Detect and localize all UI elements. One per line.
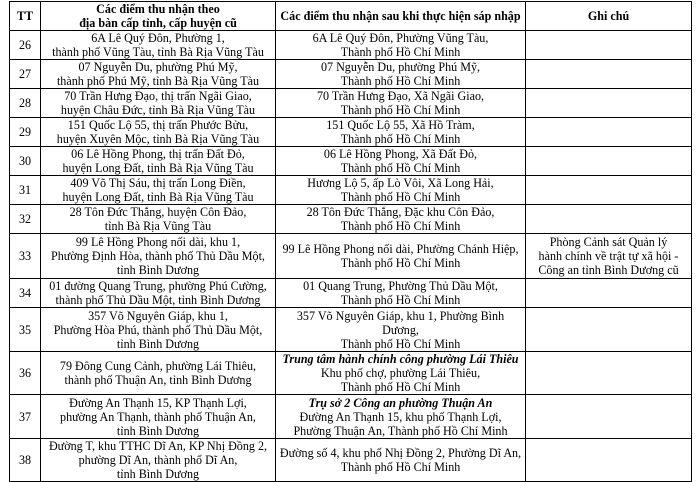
old-address-cell — [41, 89, 276, 118]
old-address-line: phường Dĩ An, thành phố Dĩ An, — [78, 453, 238, 467]
old-address-line: Đường T, khu TTHC Dĩ An, KP Nhị Đồng 2, — [48, 439, 268, 453]
old-address-line: 357 Võ Nguyên Giáp, khu 1, — [88, 308, 228, 323]
note-cell — [526, 439, 692, 482]
new-address-line: Phường Thuận An, Thành phố Hồ Chí Minh — [293, 423, 508, 438]
new-address-line: Thành phố Hồ Chí Minh — [340, 256, 461, 270]
old-address-line: huyện Châu Đức, tỉnh Bà Rịa Vũng Tàu — [60, 103, 256, 117]
note-cell — [526, 147, 692, 176]
new-address-cell — [276, 395, 526, 439]
old-address-cell — [41, 352, 276, 395]
new-address-line: Thành phố Hồ Chí Minh — [340, 380, 461, 394]
new-address-line: Thành phố Hồ Chí Minh — [340, 132, 461, 146]
old-address-line: thành phố Vũng Tàu, tỉnh Bà Rịa Vũng Tàu — [52, 45, 264, 59]
new-address-line: 28 Tôn Đức Thắng, Đặc khu Côn Đảo, — [306, 205, 495, 219]
new-address-cell — [276, 118, 526, 147]
new-address-line: Thành phố Hồ Chí Minh — [340, 219, 461, 233]
old-address-cell — [41, 439, 276, 482]
note-cell — [526, 279, 692, 308]
new-address-line: 01 Quang Trung, Phường Thủ Dầu Một, — [303, 279, 498, 293]
old-address-line: 99 Lê Hồng Phong nối dài, khu 1, — [75, 235, 241, 249]
old-address-line: 151 Quốc Lộ 55, thị trấn Phước Bửu, — [67, 118, 249, 132]
new-address-cell — [276, 89, 526, 118]
old-address-line: phường An Thạnh, thành phố Thuận An, — [60, 409, 256, 424]
old-address-line: tỉnh Bình Dương — [116, 336, 200, 351]
note-cell — [526, 395, 692, 439]
old-address-line: 07 Nguyễn Du, phường Phú Mỹ, — [78, 60, 238, 74]
row-number: 36 — [10, 352, 41, 395]
new-address-line: Thành phố Hồ Chí Minh — [340, 293, 461, 307]
new-address-line: 6A Lê Quý Đôn, Phường Vũng Tàu, — [312, 31, 489, 45]
header-new-points: Các điểm thu nhận sau khi thực hiện sáp nhập — [276, 2, 526, 31]
new-address-cell — [276, 308, 526, 352]
table-row — [10, 308, 692, 352]
row-number: 26 — [10, 31, 41, 60]
old-address-cell — [41, 147, 276, 176]
note-cell — [526, 205, 692, 234]
new-address-line: Thành phố Hồ Chí Minh — [340, 460, 461, 474]
new-address-cell — [276, 31, 526, 60]
header-tt: TT — [10, 2, 41, 31]
new-address-line: Hương Lộ 5, ấp Lò Vôi, Xã Long Hải, — [307, 176, 494, 190]
old-address-line: 01 đường Quang Trung, phường Phú Cường, — [49, 279, 267, 293]
new-address-line: Đường số 4, khu phố Nhị Đồng 2, Phường Dĩ An, — [279, 446, 522, 460]
table-row — [10, 279, 692, 308]
table-row — [10, 60, 692, 89]
note-line: Phòng Cảnh sát Quản lý — [549, 235, 668, 249]
header-old-line1: Các điểm thu nhận theo — [96, 2, 220, 16]
row-number: 29 — [10, 118, 41, 147]
old-address-line: huyện Long Đất, tỉnh Bà Rịa Vũng Tàu — [62, 190, 254, 204]
note-cell — [526, 60, 692, 89]
old-address-line: 06 Lê Hồng Phong, thị trấn Đất Đỏ, — [71, 147, 245, 161]
new-address-cell — [276, 176, 526, 205]
old-address-line: 409 Võ Thị Sáu, thị trấn Long Điền, — [70, 176, 246, 190]
new-address-line: Khu phố chợ, phường Lái Thiêu, — [320, 366, 481, 380]
new-address-cell — [276, 60, 526, 89]
note-cell — [526, 352, 692, 395]
note-line: Công an tỉnh Bình Dương cũ — [538, 263, 679, 277]
new-address-cell — [276, 147, 526, 176]
old-address-line: Đường An Thạnh 15, KP Thạnh Lợi, — [69, 395, 247, 410]
new-address-line: 151 Quốc Lộ 55, Xã Hồ Tràm, — [326, 118, 475, 132]
old-address-line: Phường Hòa Phú, thành phố Thủ Dầu Một, — [53, 322, 263, 337]
new-address-line: Thành phố Hồ Chí Minh — [340, 103, 461, 117]
old-address-cell — [41, 118, 276, 147]
old-address-line: thành phố Thuận An, tỉnh Bình Dương — [64, 373, 252, 387]
new-address-cell — [276, 439, 526, 482]
new-address-line: 99 Lê Hồng Phong nối dài, Phường Chánh Hiệp, — [282, 242, 519, 256]
row-number: 38 — [10, 439, 41, 482]
note-cell — [526, 308, 692, 352]
row-number: 33 — [10, 234, 41, 279]
new-address-line: 07 Nguyễn Du, phường Phú Mỹ, — [320, 60, 481, 74]
new-address-cell — [276, 279, 526, 308]
old-address-line: thành phố Thủ Dầu Một, tỉnh Bình Dương — [55, 293, 261, 307]
table-header-row — [10, 2, 692, 31]
old-address-line: Phường Định Hòa, thành phố Thủ Dầu Một, — [51, 249, 265, 263]
new-address-line: 357 Võ Nguyên Giáp, khu 1, Phường Bình Dương, — [296, 308, 505, 337]
table-body — [10, 31, 692, 482]
table-row — [10, 118, 692, 147]
row-number: 27 — [10, 60, 41, 89]
old-address-line: tỉnh Bình Dương — [116, 467, 200, 481]
table-row — [10, 31, 692, 60]
new-address-line: Thành phố Hồ Chí Minh — [340, 45, 461, 59]
old-address-cell — [41, 205, 276, 234]
row-number: 28 — [10, 89, 41, 118]
new-address-line: Thành phố Hồ Chí Minh — [340, 190, 461, 204]
new-address-cell — [276, 352, 526, 395]
row-number: 34 — [10, 279, 41, 308]
note-line: hành chính về trật tự xã hội - — [538, 249, 679, 263]
old-address-line: huyện Xuyên Mộc, tỉnh Bà Rịa Vũng Tàu — [56, 132, 260, 146]
new-address-cell — [276, 205, 526, 234]
old-address-line: 28 Tôn Đức Thắng, huyện Côn Đảo, — [69, 205, 247, 219]
old-address-cell — [41, 234, 276, 279]
header-old-points — [41, 2, 276, 31]
note-cell — [526, 176, 692, 205]
note-cell — [526, 89, 692, 118]
old-address-line: tỉnh Bình Dương — [116, 423, 200, 438]
old-address-line: huyện Long Đất, tỉnh Bà Rịa Vũng Tàu — [62, 161, 254, 175]
new-address-cell — [276, 234, 526, 279]
new-address-line: Thành phố Hồ Chí Minh — [340, 74, 461, 88]
new-address-line: Đường An Thạnh 15, khu phố Thạnh Lợi, — [299, 409, 502, 424]
table-row — [10, 205, 692, 234]
note-cell — [526, 118, 692, 147]
row-number: 35 — [10, 308, 41, 352]
old-address-cell — [41, 395, 276, 439]
old-address-cell — [41, 279, 276, 308]
old-address-cell — [41, 60, 276, 89]
old-address-line: tỉnh Bình Dương — [116, 263, 200, 277]
table-row — [10, 147, 692, 176]
note-cell — [526, 31, 692, 60]
row-number: 32 — [10, 205, 41, 234]
table-row — [10, 439, 692, 482]
old-address-cell — [41, 176, 276, 205]
old-address-line: tỉnh Bà Rịa Vũng Tàu — [104, 219, 212, 233]
new-address-title: Trụ sở 2 Công an phường Thuận An — [308, 395, 493, 410]
address-table — [9, 1, 692, 482]
table-row — [10, 352, 692, 395]
old-address-line: 79 Đông Cung Cảnh, phường Lái Thiêu, — [59, 359, 257, 373]
new-address-line: Thành phố Hồ Chí Minh — [340, 336, 461, 351]
table-row — [10, 89, 692, 118]
table-row — [10, 176, 692, 205]
old-address-line: 70 Trần Hưng Đạo, thị trấn Ngãi Giao, — [64, 89, 252, 103]
old-address-line: 6A Lê Quý Đôn, Phường 1, — [91, 31, 225, 45]
header-old-line2: địa bàn cấp tỉnh, cấp huyện cũ — [79, 16, 237, 30]
note-cell — [526, 234, 692, 279]
old-address-line: thành phố Phú Mỹ, tỉnh Bà Rịa Vũng Tàu — [56, 74, 260, 88]
new-address-title: Trung tâm hành chính công phường Lái Thiêu — [282, 352, 519, 366]
new-address-line: 70 Trần Hưng Đạo, Xã Ngãi Giao, — [316, 89, 485, 103]
new-address-line: 06 Lê Hồng Phong, Xã Đất Đỏ, — [323, 147, 478, 161]
old-address-cell — [41, 308, 276, 352]
table-row — [10, 395, 692, 439]
row-number: 37 — [10, 395, 41, 439]
new-address-line: Thành phố Hồ Chí Minh — [340, 161, 461, 175]
table-row — [10, 234, 692, 279]
row-number: 31 — [10, 176, 41, 205]
row-number: 30 — [10, 147, 41, 176]
old-address-cell — [41, 31, 276, 60]
header-note: Ghi chú — [526, 2, 692, 31]
